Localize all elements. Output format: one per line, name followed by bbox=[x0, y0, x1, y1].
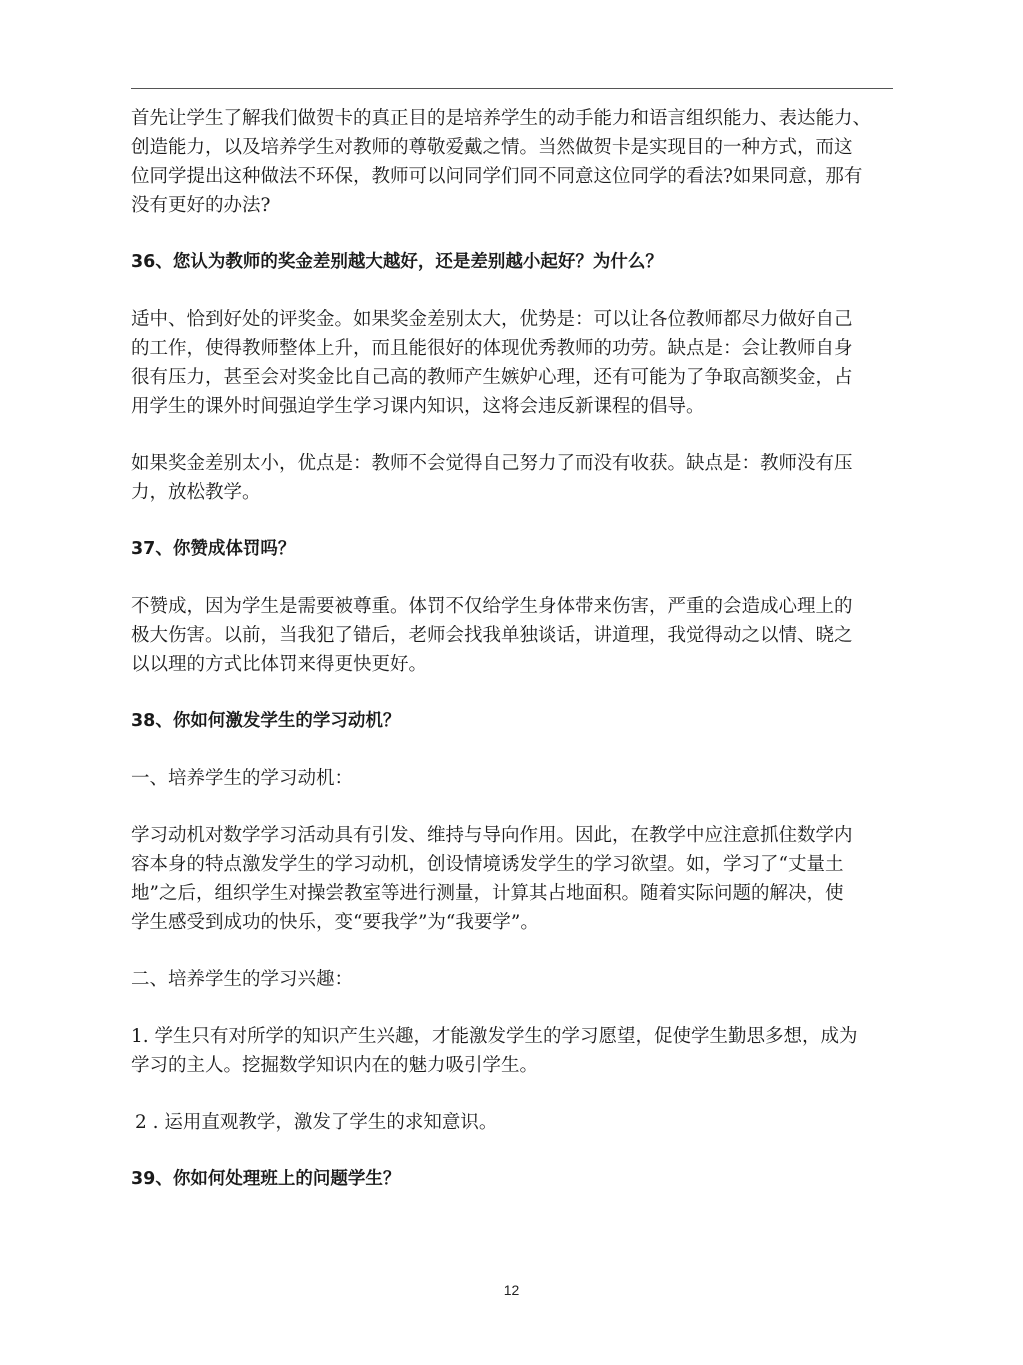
text-line: 二、培养学生的学习兴趣： bbox=[131, 969, 354, 990]
text-line: 创造能力，以及培养学生对教师的尊敬爱戴之情。当然做贺卡是实现目的一种方式，而这 bbox=[131, 137, 853, 158]
text-line: 如果奖金差别太小，优点是：教师不会觉得自己努力了而没有收获。缺点是：教师没有压 bbox=[131, 453, 853, 474]
text-line: 很有压力，甚至会对奖金比自己高的教师产生嫉妒心理，还有可能为了争取高额奖金，占 bbox=[131, 367, 853, 388]
text-line: 位同学提出这种做法不环保，教师可以问同学们同不同意这位同学的看法?如果同意，那有 bbox=[131, 166, 863, 187]
text-line: 容本身的特点激发学生的学习动机，创设情境诱发学生的学习欲望。如，学习了“丈量土 bbox=[131, 854, 844, 875]
text-line: 首先让学生了解我们做贺卡的真正目的是培养学生的动手能力和语言组织能力、表达能力、 bbox=[131, 108, 872, 129]
header-rule bbox=[131, 88, 893, 89]
text-line: 学习动机对数学学习活动具有引发、维持与导向作用。因此，在教学中应注意抓住数学内 bbox=[131, 825, 853, 846]
text-line: 用学生的课外时间强迫学生学习课内知识，这将会违反新课程的倡导。 bbox=[131, 396, 705, 417]
page-number: 12 bbox=[503, 1282, 520, 1298]
paragraph-greeting-card bbox=[131, 104, 893, 220]
text-line: 的工作，使得教师整体上升，而且能很好的体现优秀教师的功劳。缺点是：会让教师自身 bbox=[131, 338, 853, 359]
text-line: 力，放松教学。 bbox=[131, 482, 261, 503]
list-item-2 bbox=[131, 1108, 893, 1137]
question-heading-37: 37、你赞成体罚吗？ bbox=[131, 539, 296, 559]
paragraph-motivation bbox=[131, 821, 893, 937]
text-line: 极大伤害。以前，当我犯了错后，老师会找我单独谈话，讲道理，我觉得动之以情、晓之 bbox=[131, 625, 853, 646]
text-line: 一、培养学生的学习动机： bbox=[131, 768, 354, 789]
text-line: 没有更好的办法? bbox=[131, 195, 271, 216]
question-heading-36: 36、您认为教师的奖金差别越大越好，还是差别越小起好？为什么？ bbox=[131, 252, 663, 272]
text-line: 以以理的方式比体罚来得更快更好。 bbox=[131, 654, 428, 675]
subheading-interest bbox=[131, 965, 893, 994]
paragraph-bonus-small bbox=[131, 449, 893, 507]
paragraph-bonus-large bbox=[131, 305, 893, 421]
text-line: 2 . 运用直观教学，激发了学生的求知意识。 bbox=[135, 1112, 498, 1133]
text-line: 学习的主人。挖掘数学知识内在的魅力吸引学生。 bbox=[131, 1055, 539, 1076]
subheading-motivation bbox=[131, 764, 893, 793]
text-line: 1. 学生只有对所学的知识产生兴趣，才能激发学生的学习愿望，促使学生勤思多想，成为 bbox=[131, 1026, 858, 1047]
question-heading-38: 38、你如何激发学生的学习动机？ bbox=[131, 711, 401, 731]
text-line: 不赞成，因为学生是需要被尊重。体罚不仅给学生身体带来伤害，严重的会造成心理上的 bbox=[131, 596, 853, 617]
paragraph-corporal-punishment bbox=[131, 592, 893, 679]
text-line: 学生感受到成功的快乐，变“要我学”为“我要学”。 bbox=[131, 912, 539, 933]
list-item-1 bbox=[131, 1022, 893, 1080]
question-heading-39: 39、你如何处理班上的问题学生？ bbox=[131, 1169, 401, 1189]
text-line: 地”之后，组织学生对操尝教室等进行测量，计算其占地面积。随着实际问题的解决，使 bbox=[131, 883, 844, 904]
document-body bbox=[131, 104, 893, 1194]
text-line: 适中、恰到好处的评奖金。如果奖金差别太大，优势是：可以让各位教师都尽力做好自己 bbox=[131, 309, 853, 330]
